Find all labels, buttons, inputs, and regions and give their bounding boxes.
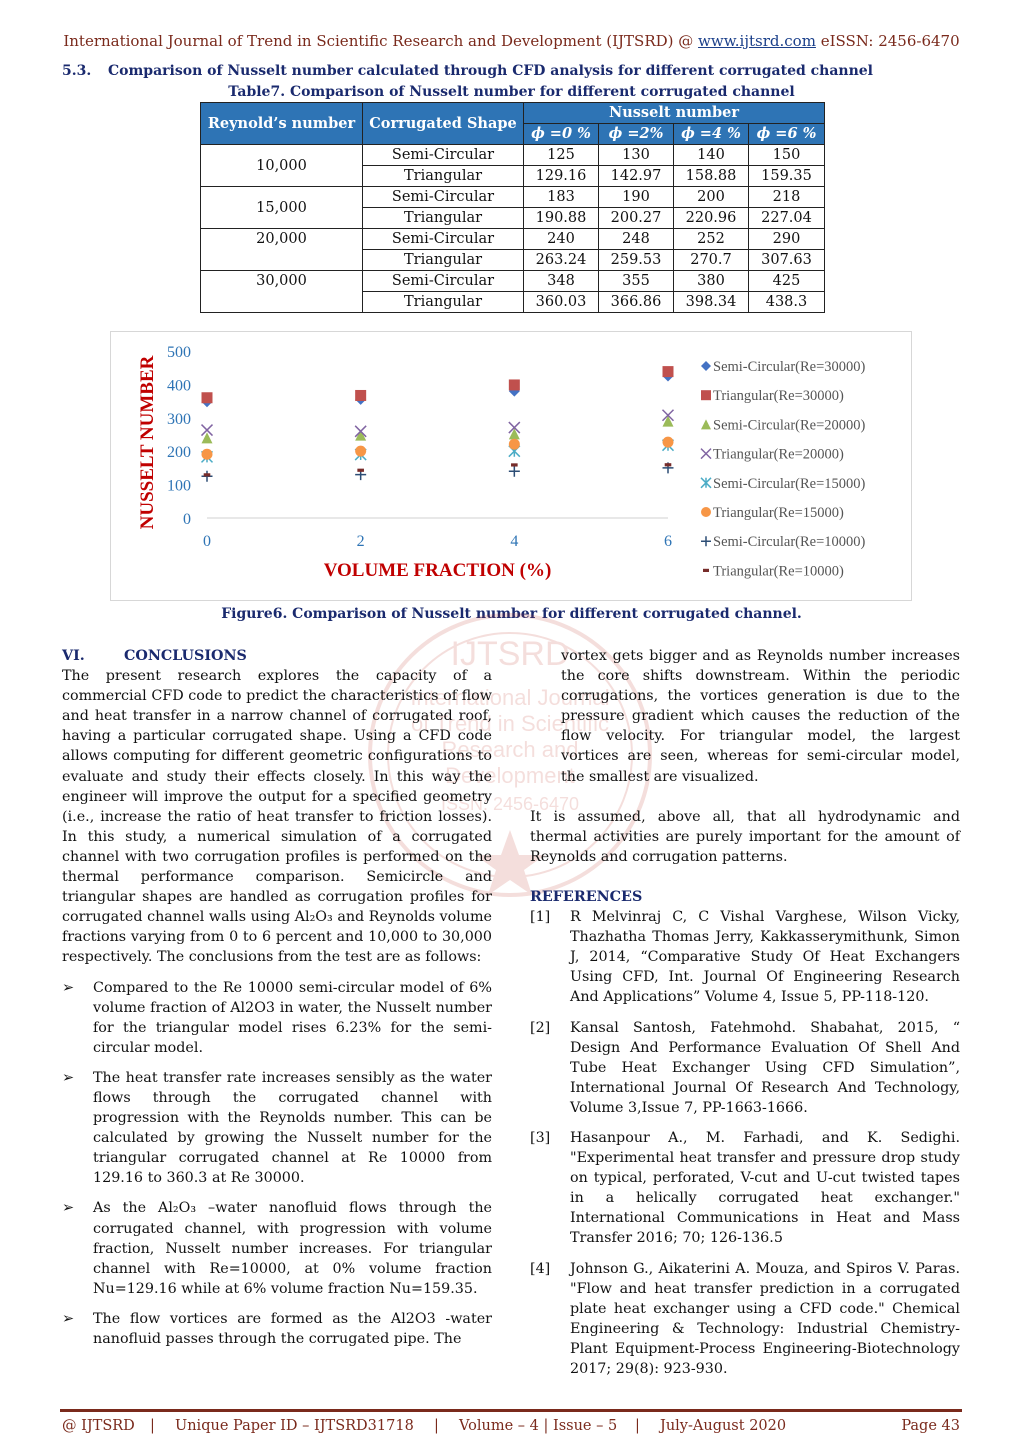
x-tick-label: 6 (664, 533, 672, 550)
section-title: Comparison of Nusselt number calculated through CFD analysis for different corrugated channel (108, 63, 873, 79)
data-point (509, 379, 520, 390)
y-axis-title: NUSSELT NUMBER (137, 355, 158, 530)
cell-shape: Semi-Circular (363, 229, 524, 250)
reference-item (530, 1018, 960, 1118)
cell-value: 218 (749, 187, 825, 208)
cell-shape: Triangular (363, 166, 524, 187)
reference-item (530, 907, 960, 1007)
watermark-line: International Journal (410, 685, 610, 710)
legend-marker (701, 419, 711, 429)
reference-text: R Melvinraj C, C Vishal Varghese, Wilson Vicky, Thazhatha Thomas Jerry, Kakkasserymithunk, Simon J, 2014, “Comparative Study Of Heat Exchangers Using CFD, Int. Journal Of Engineering Research And Applications” Volume 4, Issue 5, PP-118-120. (570, 909, 960, 1006)
data-point (511, 463, 518, 466)
footer-date: July-August 2020 (660, 1418, 787, 1434)
cell-value: 252 (674, 229, 749, 250)
right-column (530, 646, 960, 1379)
legend-label: Triangular(Re=15000) (713, 505, 844, 521)
col-header-phi: ϕ =6 % (749, 124, 825, 145)
cell-value: 380 (674, 271, 749, 292)
cell-value: 263.24 (524, 250, 599, 271)
footer-separator: | (635, 1418, 640, 1434)
footer-paper-id: Unique Paper ID – IJTSRD31718 (175, 1418, 414, 1434)
reference-text: Johnson G., Aikaterini A. Mouza, and Spiros V. Paras. "Flow and heat transfer prediction in a corrugated plate heat exchanger using a CFD code." Chemical Engineering & Technology: Industrial Chemistry-Plant Equipment-Process Engineering-Biotechnology 2017; 29(8): 923-930. (570, 1260, 960, 1377)
y-tick-label: 300 (167, 410, 191, 428)
data-point (355, 446, 366, 457)
journal-header (0, 32, 1023, 50)
footer-separator: | (434, 1418, 439, 1434)
y-tick-label: 0 (183, 511, 191, 528)
data-point (509, 466, 520, 477)
watermark-line: Development (445, 763, 575, 788)
data-point (665, 463, 672, 466)
watermark-line: of Trend in Scientific (410, 711, 610, 736)
legend-marker (701, 536, 711, 546)
cell-value: 142.97 (599, 166, 674, 187)
footer-page-number: Page 43 (901, 1418, 960, 1434)
table-row (201, 250, 825, 271)
cell-value: 348 (524, 271, 599, 292)
watermark-issn: ISSN: 2456-6470 (440, 794, 580, 814)
y-tick-label: 100 (167, 477, 191, 495)
cell-shape: Triangular (363, 250, 524, 271)
legend-marker (701, 478, 711, 488)
data-point (204, 473, 211, 476)
references-heading: REFERENCES (530, 888, 643, 905)
conclusion-bullet (62, 1309, 492, 1349)
cell-value: 360.03 (524, 292, 599, 313)
cell-value: 227.04 (749, 208, 825, 229)
cell-value: 150 (749, 145, 825, 166)
y-tick-label: 400 (167, 377, 191, 395)
cell-reynolds: 10,000 (201, 145, 363, 187)
x-tick-label: 0 (203, 533, 211, 550)
cell-value: 158.88 (674, 166, 749, 187)
journal-name: International Journal of Trend in Scientific Research and Development (IJTSRD) @ (63, 32, 694, 50)
cell-value: 140 (674, 145, 749, 166)
cell-value: 270.7 (674, 250, 749, 271)
data-point (663, 437, 674, 448)
cell-value: 259.53 (599, 250, 674, 271)
table-caption: Table7. Comparison of Nusselt number for different corrugated channel (228, 84, 795, 100)
references-list (530, 907, 960, 1379)
bullet-text: The flow vortices are formed as the Al2O3 -water nanofluid passes through the corrugated pipe. The (93, 1310, 492, 1347)
data-point (509, 428, 520, 439)
legend-label: Semi-Circular(Re=30000) (713, 359, 866, 375)
data-point (202, 392, 213, 403)
cell-shape: Semi-Circular (363, 145, 524, 166)
journal-issn: eISSN: 2456-6470 (820, 32, 960, 50)
x-tick-label: 4 (510, 533, 519, 550)
conclusions-continuation: vortex gets bigger and as Reynolds number increases the core shifts downstream. Within the periodic corrugations, the vortices generation is due to the pressure gradient which causes the reduction of the flow velocity. For triangular model, the largest vortices are seen, whereas for semi-circular model, the smallest are visualized. (561, 648, 960, 785)
table-row (201, 292, 825, 313)
conclusions-title: CONCLUSIONS (124, 648, 247, 664)
legend-marker (701, 361, 711, 371)
cell-shape: Triangular (363, 208, 524, 229)
left-column (62, 646, 492, 1349)
reference-number: [2] (530, 1019, 551, 1036)
cell-shape: Semi-Circular (363, 271, 524, 292)
reference-number: [1] (530, 909, 551, 926)
arrow-bullet-icon: ➢ (62, 1200, 74, 1217)
x-tick-label: 2 (356, 533, 365, 550)
conclusions-closing: It is assumed, above all, that all hydrodynamic and thermal activities are purely important for the amount of Reynolds and corrugation patterns. (530, 808, 960, 865)
data-point (357, 469, 364, 472)
cell-value: 248 (599, 229, 674, 250)
cell-value: 220.96 (674, 208, 749, 229)
legend-label: Triangular(Re=10000) (713, 563, 844, 580)
table-row (201, 145, 825, 166)
conclusion-bullet (62, 978, 492, 1058)
cell-value: 159.35 (749, 166, 825, 187)
legend-marker (701, 449, 711, 459)
col-header-reynolds: Reynold’s number (201, 103, 363, 145)
cell-value: 200.27 (599, 208, 674, 229)
reference-text: Kansal Santosh, Fatehmohd. Shabahat, 2015, “ Design And Performance Evaluation Of Shell And Tube Heat Exchanger Using CFD Simulation”, International Journal Of Research And Technology, Volume 3,Issue 7, PP-1663-1666. (570, 1019, 960, 1116)
cell-value: 190 (599, 187, 674, 208)
reference-text: Hasanpour A., M. Farhadi, and K. Sedighi. "Experimental heat transfer and pressure drop study on typical, perforated, V-cut and U-cut twisted tapes in a helically corrugated heat exchanger." International Communications in Heat and Mass Transfer 2016; 70; 126-136.5 (570, 1129, 960, 1247)
watermark-title: IJTSRD (450, 635, 570, 673)
cell-value: 183 (524, 187, 599, 208)
col-header-phi: ϕ =4 % (674, 124, 749, 145)
reference-number: [4] (530, 1260, 551, 1277)
watermark-line: Research and (441, 737, 579, 762)
legend-label: Semi-Circular(Re=20000) (713, 417, 866, 434)
data-point (509, 439, 520, 450)
data-point (355, 390, 366, 401)
legend-marker (701, 507, 711, 517)
conclusions-intro: The present research explores the capacity of a commercial CFD code to predict the characteristics of flow and heat transfer in a narrow channel of corrugated roof, having a particular corrugated shape. Using a CFD code allows computing for different geometric configurations to evaluate and study their effects closely. In this way the engineer will improve the output for a specified geometry (i.e., increase the ratio of heat transfer to friction losses). In this study, a numerical simulation of a corrugated channel with two corrugation profiles is performed on the thermal performance comparison. Semicircle and triangular shapes are handled as corrugation profiles for corrugated channel walls using Al₂O₃ and Reynolds volume fractions varying from 0 to 6 percent and 10,000 to 30,000 respectively. The conclusions from the test are as follows: (62, 668, 492, 966)
reference-item (530, 1259, 960, 1380)
legend-label: Semi-Circular(Re=10000) (713, 534, 866, 551)
arrow-bullet-icon: ➢ (62, 1069, 74, 1086)
col-header-phi: ϕ =2% (599, 124, 674, 145)
cell-value: 130 (599, 145, 674, 166)
cell-value: 425 (749, 271, 825, 292)
y-tick-label: 500 (167, 344, 191, 361)
conclusion-bullet (62, 1198, 492, 1298)
cell-shape: Triangular (363, 292, 524, 313)
bullet-text: Compared to the Re 10000 semi-circular model of 6% volume fraction of Al2O3 in water, the Nusselt number for the triangular model rises 6.23% for the semi-circular model. (93, 979, 492, 1056)
footer-separator: | (150, 1418, 155, 1434)
cell-value: 200 (674, 187, 749, 208)
table-row (201, 271, 825, 292)
legend-label: Triangular(Re=30000) (713, 388, 844, 405)
section-heading (62, 63, 873, 79)
cell-value: 290 (749, 229, 825, 250)
y-tick-label: 200 (167, 444, 191, 462)
reference-item (530, 1128, 960, 1249)
cell-reynolds (201, 250, 363, 271)
footer-site: @ IJTSRD (62, 1418, 135, 1434)
bullet-text: The heat transfer rate increases sensibly as the water flows through the corrugated channel with progression with the Reynolds number. This can be calculated by growing the Nusselt number for the triangular corrugated channel at Re 10000 from 129.16 to 360.3 at Re 30000. (93, 1069, 492, 1187)
cell-value: 125 (524, 145, 599, 166)
data-point (663, 366, 674, 377)
footer-volume: Volume – 4 | Issue – 5 (459, 1418, 618, 1434)
col-header-shape: Corrugated Shape (363, 103, 524, 145)
arrow-bullet-icon: ➢ (62, 979, 74, 996)
bullet-text: As the Al₂O₃ –water nanofluid flows through the corrugated channel, with progression with volume fraction, Nusselt number increases. For triangular channel with Re=10000, at 0% volume fraction Nu=129.16 while at 6% volume fraction Nu=159.35. (93, 1200, 492, 1297)
figure-caption: Figure6. Comparison of Nusselt number for different corrugated channel. (221, 606, 802, 622)
legend-marker (701, 390, 711, 400)
footer-divider (60, 1409, 962, 1412)
cell-value: 307.63 (749, 250, 825, 271)
reference-number: [3] (530, 1129, 551, 1146)
legend-label: Semi-Circular(Re=15000) (713, 475, 866, 492)
cell-reynolds: 15,000 (201, 187, 363, 229)
cell-value: 240 (524, 229, 599, 250)
cell-value: 190.88 (524, 208, 599, 229)
cell-value: 398.34 (674, 292, 749, 313)
conclusions-number: VI. (62, 648, 85, 664)
cell-reynolds (201, 292, 363, 313)
cell-shape: Semi-Circular (363, 187, 524, 208)
cell-value: 366.86 (599, 292, 674, 313)
table-row (201, 229, 825, 250)
legend-label: Triangular(Re=20000) (713, 446, 844, 463)
cell-reynolds: 30,000 (201, 271, 363, 292)
chart-frame (110, 331, 912, 601)
cell-reynolds: 20,000 (201, 229, 363, 250)
nusselt-table (200, 102, 825, 313)
col-header-phi: ϕ =0 % (524, 124, 599, 145)
col-header-nusselt: Nusselt number (524, 103, 825, 124)
cell-value: 129.16 (524, 166, 599, 187)
section-number: 5.3. (62, 63, 92, 79)
cell-value: 438.3 (749, 292, 825, 313)
legend-marker (703, 569, 709, 572)
cell-value: 355 (599, 271, 674, 292)
data-point (202, 449, 213, 460)
conclusions-heading (62, 646, 492, 666)
table-row (201, 187, 825, 208)
data-point (663, 416, 674, 427)
conclusion-bullet (62, 1068, 492, 1189)
x-axis-title: VOLUME FRACTION (%) (323, 560, 552, 581)
journal-url-link[interactable]: www.ijtsrd.com (698, 32, 816, 50)
arrow-bullet-icon: ➢ (62, 1310, 74, 1327)
nusselt-scatter-chart (111, 332, 911, 600)
